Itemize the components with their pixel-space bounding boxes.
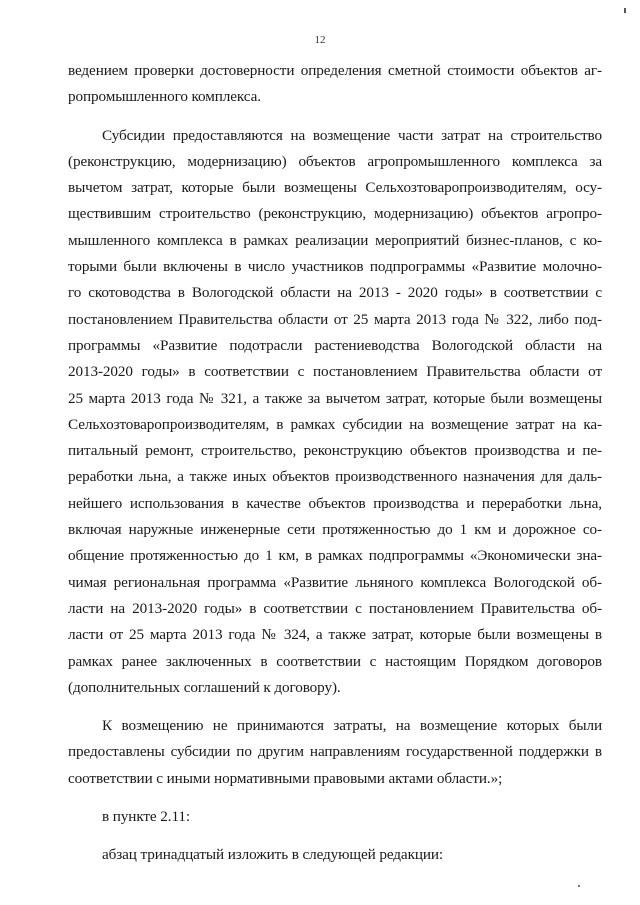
text-line: 2013-2020 годы» в соответствии с постановлением Правительства области от [68, 363, 602, 381]
text-line: абзац тринадцатый изложить в следующей редакции: [102, 846, 444, 864]
paragraph [68, 713, 602, 792]
text-line: ропромышленного комплекса. [68, 88, 261, 106]
text-line: питальный ремонт, строительство, реконструкцию объектов производства и пе- [68, 442, 602, 460]
document-body [68, 58, 602, 869]
text-line: реработки льна, а также иных объектов производственного назначения для даль- [68, 468, 602, 486]
text-line: чимая региональная программа «Развитие льняного комплекса Вологодской об- [68, 573, 602, 591]
text-line: К возмещению не принимаются затраты, на возмещение которых были [102, 717, 602, 735]
scan-mark [624, 8, 626, 13]
text-line: Сельхозтоваропроизводителям, в рамках субсидии на возмещение затрат на ка- [68, 415, 602, 433]
text-line: предоставлены субсидии по другим направлениям государственной поддержки в [68, 743, 602, 761]
text-line: (дополнительных соглашений к договору). [68, 678, 341, 696]
text-line: общение протяженностью до 1 км, в рамках подпрограммы «Экономически зна- [68, 547, 602, 565]
paragraph [68, 58, 602, 111]
text-line: го скотоводства в Вологодской области на 2013 - 2020 годы» в соответствии с [68, 284, 602, 302]
text-line: в пункте 2.11: [102, 808, 191, 826]
text-line: Субсидии предоставляются на возмещение части затрат на строительство [102, 126, 602, 144]
paragraph [68, 123, 602, 702]
paragraph [68, 804, 602, 830]
page-number: 12 [314, 34, 326, 46]
text-line: мышленного комплекса в рамках реализации мероприятий бизнес-планов, с ко- [68, 231, 602, 249]
text-line: рамках ранее заключенных в соответствии с настоящим Порядком договоров [68, 652, 602, 670]
text-line: торыми были включены в число участников подпрограммы «Развитие молочно- [68, 258, 602, 276]
text-line: программы «Развитие подотрасли растениеводства Вологодской области на [68, 336, 602, 354]
text-line: нейшего использования в качестве объектов производства и переработки льна, [68, 494, 602, 512]
text-line: вычетом затрат, которые были возмещены Сельхозтоваропроизводителям, осу- [68, 179, 602, 197]
text-line: ласти на 2013-2020 годы» в соответствии с постановлением Правительства об- [68, 599, 602, 617]
text-line: (реконструкцию, модернизацию) объектов агропромышленного комплекса за [68, 152, 602, 170]
text-line: ласти от 25 марта 2013 года № 324, а также затрат, которые были возмещены в [68, 626, 602, 644]
scan-mark [578, 885, 580, 887]
text-line: 25 марта 2013 года № 321, а также за вычетом затрат, которые были возмещены [68, 389, 602, 407]
text-line: включая наружные инженерные сети протяженностью до 1 км и дорожное со- [68, 521, 602, 539]
text-line: ведением проверки достоверности определения сметной стоимости объектов аг- [68, 62, 602, 79]
paragraph [68, 842, 602, 868]
text-line: постановлением Правительства области от 25 марта 2013 года № 322, либо под- [68, 310, 602, 328]
text-line: ществившим строительство (реконструкцию, модернизацию) объектов агропро- [68, 205, 602, 223]
text-line: соответствии с иными нормативными правовыми актами области.»; [68, 769, 503, 787]
